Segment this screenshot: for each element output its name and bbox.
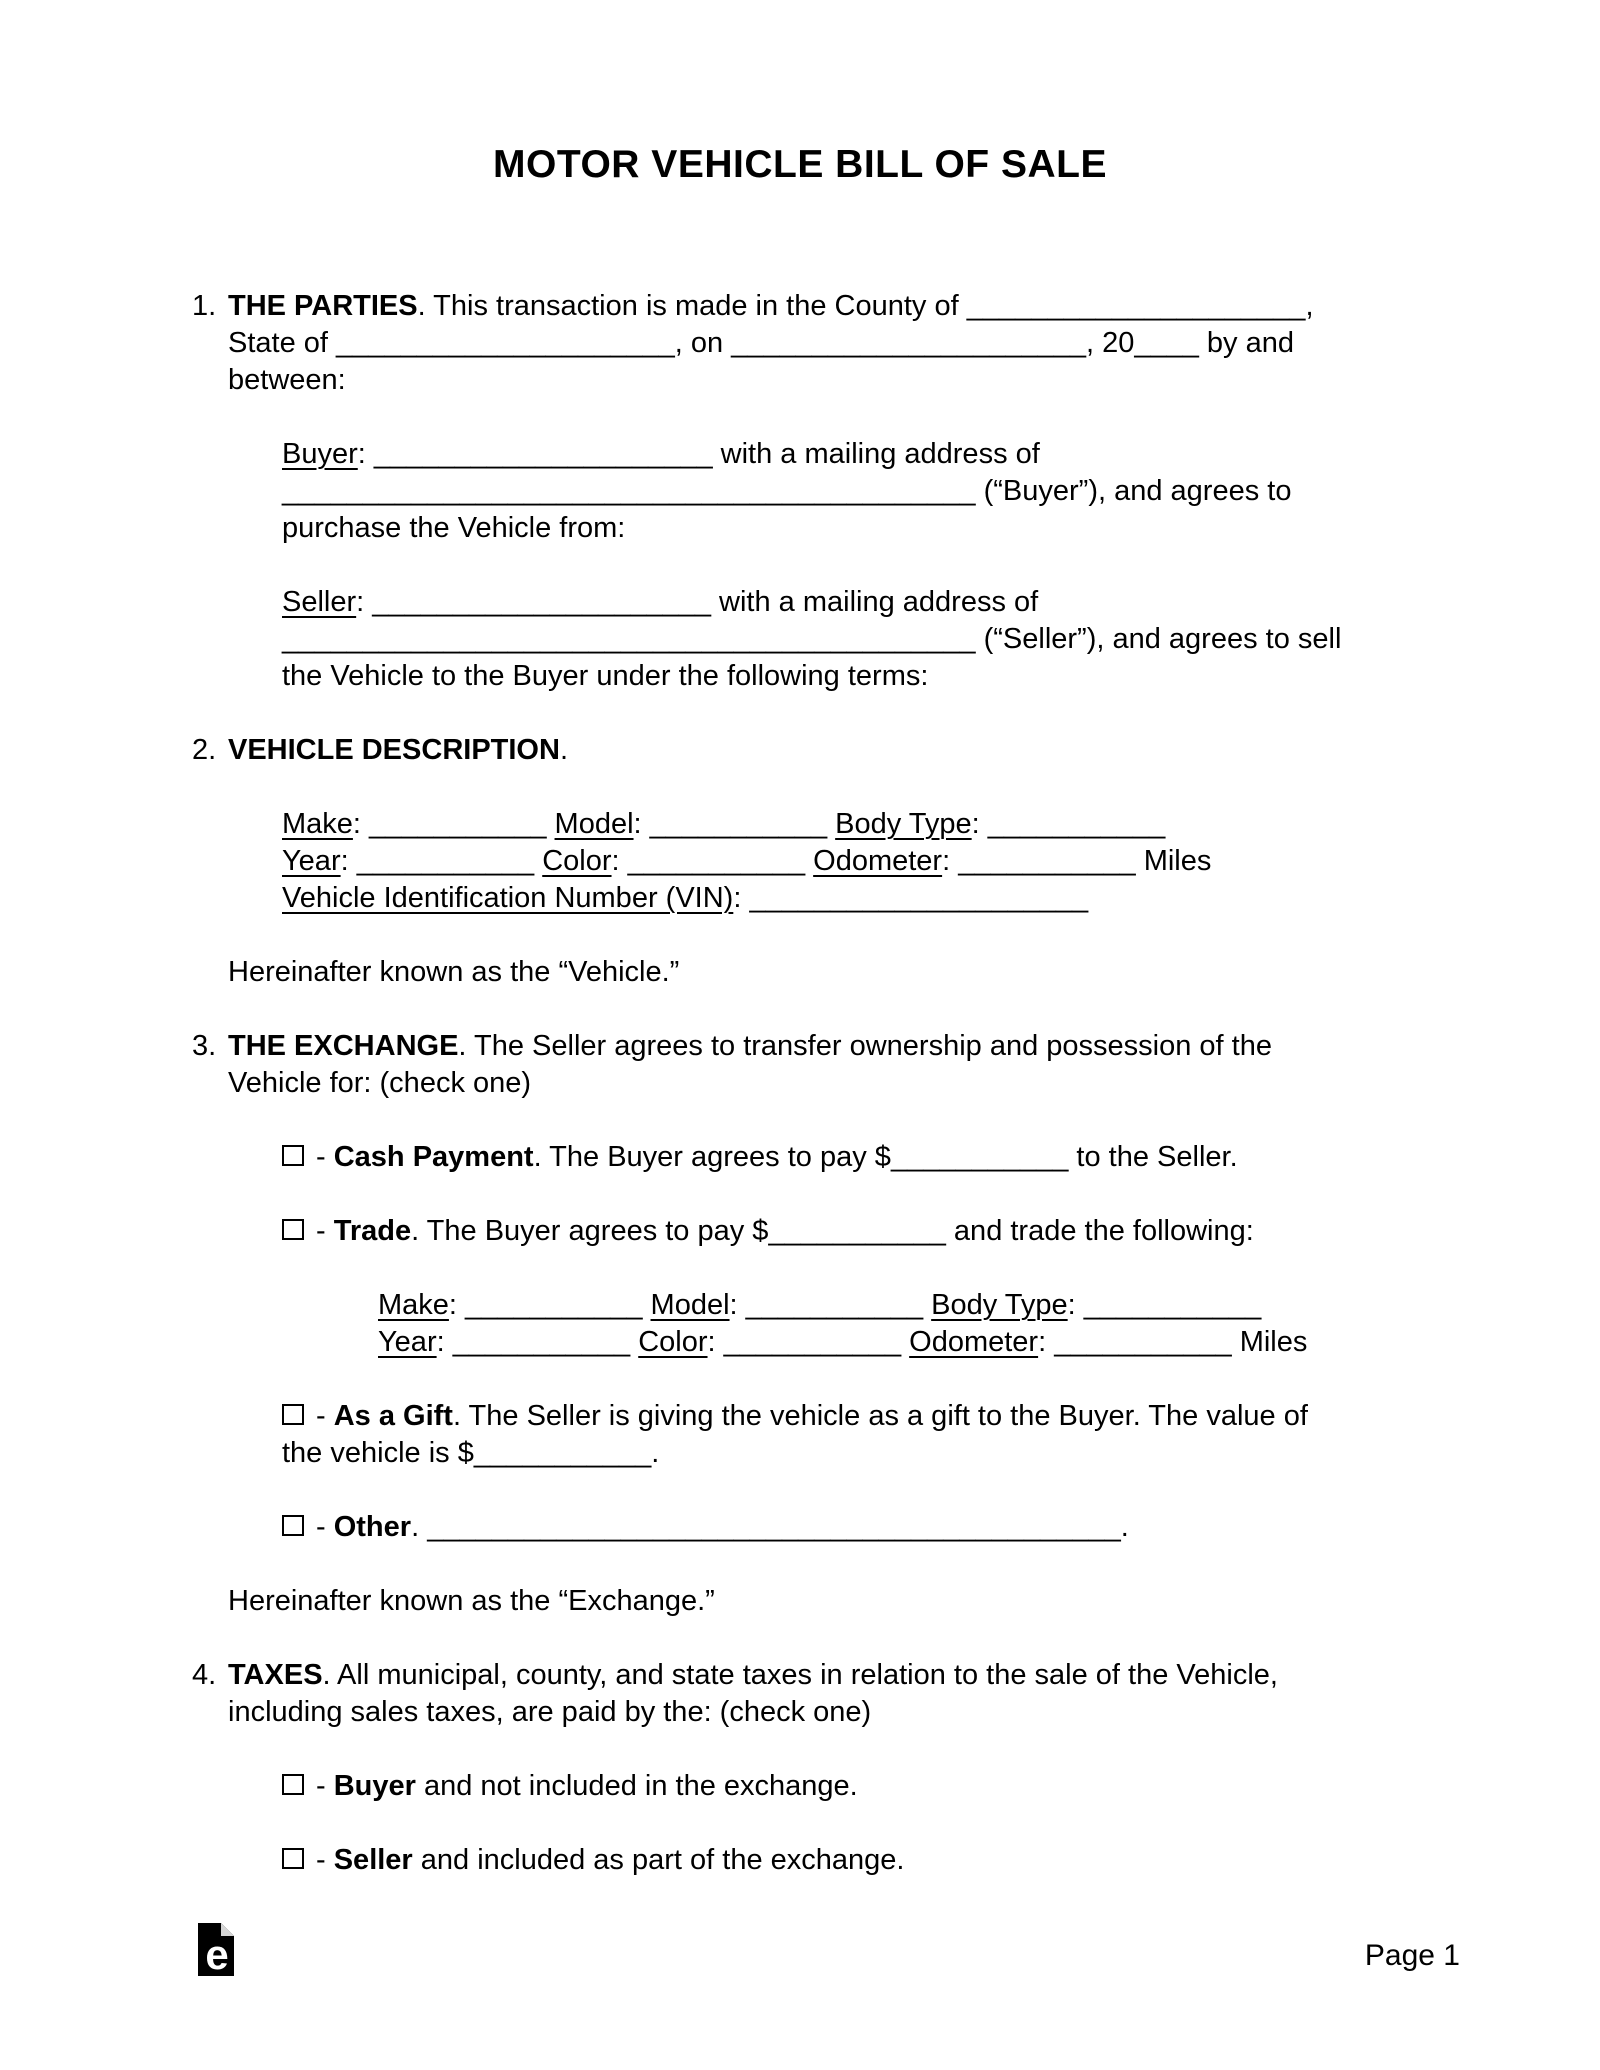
text-segment: . The Seller is giving the vehicle as a gift to the Buyer. The value of [452,1400,1308,1432]
text-segment: Model [650,1289,730,1321]
vehicle-description-fields-line-2 [282,843,1600,880]
option-other [0,1509,1600,1546]
blank-field: ___________ [627,845,806,877]
blank-field: ___________ [723,1326,902,1358]
option-taxes-buyer-line-1 [282,1768,1600,1805]
text-segment: . [411,1511,428,1543]
blank-field: ____ [1134,327,1199,359]
checkbox-taxes-buyer[interactable] [282,1774,304,1795]
text-segment: : [733,882,750,914]
text-segment: Vehicle for: (check one) [228,1067,532,1099]
text-segment: Body Type [931,1289,1068,1321]
checkbox-other[interactable] [282,1515,304,1536]
text-segment: . This transaction is made in the County of [417,290,967,322]
text-segment: - [316,1844,334,1876]
document-blocks [0,288,1600,1879]
text-segment: Miles [1135,845,1212,877]
vehicle-description-fields [0,806,1600,917]
text-segment: Other [333,1511,412,1543]
logo-letter: e [205,1931,229,1976]
vehicle-description-fields-line-1 [282,806,1600,843]
paragraph-buyer [0,436,1600,547]
option-taxes-seller [0,1842,1600,1879]
text-segment: : [352,808,370,840]
blank-field: ___________ [1083,1289,1262,1321]
hereinafter-vehicle-line-1 [228,954,1600,991]
section-2-vehicle-description [0,732,1600,769]
text-segment [923,1289,931,1321]
text-segment [827,808,835,840]
text-segment: Miles [1231,1326,1308,1358]
text-segment: by and [1198,327,1295,359]
text-segment [642,1289,650,1321]
section-1-parties-line-1 [192,288,1600,325]
text-segment: : [357,438,374,470]
option-trade [0,1213,1600,1250]
text-segment: . All municipal, county, and state taxes in relation to the sale of the Vehicle, [322,1659,1278,1691]
text-segment: THE PARTIES [228,290,418,322]
text-segment: 1. [192,290,217,322]
text-segment: : [633,808,650,840]
text-segment: purchase the Vehicle from: [282,512,626,544]
text-segment: Trade [333,1215,412,1247]
checkbox-cash-payment[interactable] [282,1145,304,1166]
text-segment: Body Type [835,808,972,840]
trade-vehicle-fields-line-1 [378,1287,1600,1324]
blank-field: _____________________ [966,290,1306,322]
blank-field: ___________ [452,1326,631,1358]
section-1-parties-line-2 [228,325,1600,362]
text-segment: THE EXCHANGE [228,1030,459,1062]
text-segment: Hereinafter known as the “Vehicle.” [228,956,680,988]
checkbox-as-a-gift[interactable] [282,1404,304,1425]
text-segment: including sales taxes, are paid by the: (check one) [228,1696,872,1728]
text-segment: Color [638,1326,708,1358]
text-segment: . The Buyer agrees to pay $ [411,1215,769,1247]
option-as-a-gift-line-1 [282,1398,1600,1435]
text-segment: (“Seller”), and agrees to sell [975,623,1342,655]
text-segment: Seller [282,586,357,618]
vehicle-description-fields-line-3 [282,880,1600,917]
text-segment: Model [554,808,634,840]
text-segment: : [729,1289,746,1321]
text-segment: - [316,1511,334,1543]
text-segment: - [316,1770,334,1802]
section-1-parties-line-3 [228,362,1600,399]
option-as-a-gift-line-2 [282,1435,1600,1472]
text-segment: and included as part of the exchange. [412,1844,905,1876]
option-cash-payment [0,1139,1600,1176]
text-segment [901,1326,909,1358]
option-trade-line-1 [282,1213,1600,1250]
text-segment: : [942,845,959,877]
option-as-a-gift [0,1398,1600,1472]
text-segment: the vehicle is $ [282,1437,474,1469]
paragraph-seller-line-1 [282,584,1600,621]
paragraph-buyer-line-2 [282,473,1600,510]
blank-field: ___________ [369,808,547,840]
text-segment: : [340,845,357,877]
text-segment: : [1038,1326,1055,1358]
hereinafter-vehicle [0,954,1600,991]
section-2-vehicle-description-line-1 [192,732,1600,769]
text-segment: . The Buyer agrees to pay $ [533,1141,891,1173]
text-segment [546,808,554,840]
text-segment: Make [378,1289,449,1321]
text-segment: . [1120,1511,1129,1543]
blank-field: _____________________ [749,882,1089,914]
text-segment: (“Buyer”), and agrees to [975,475,1292,507]
text-segment: Hereinafter known as the “Exchange.” [228,1585,715,1617]
hereinafter-exchange [0,1583,1600,1620]
blank-field: _____________________ [372,586,711,618]
blank-field: ______________________ [731,327,1086,359]
text-segment: - [316,1400,334,1432]
paragraph-seller [0,584,1600,695]
text-segment: and not included in the exchange. [415,1770,858,1802]
text-segment: 2. [192,734,217,766]
section-4-taxes [0,1657,1600,1731]
text-segment: Buyer [333,1770,416,1802]
trade-vehicle-fields [0,1287,1600,1361]
text-segment: VEHICLE DESCRIPTION [228,734,560,766]
text-segment: to the Seller. [1068,1141,1238,1173]
blank-field: ___________ [745,1289,924,1321]
blank-field: ___________ [987,808,1166,840]
text-segment: As a Gift [333,1400,453,1432]
paragraph-buyer-line-3 [282,510,1600,547]
text-segment: : [356,586,373,618]
text-segment: - [316,1141,334,1173]
text-segment: Make [282,808,353,840]
blank-field: ___________ [890,1141,1069,1173]
blank-field: ___________________________________________ [282,623,976,655]
text-segment: Odometer [813,845,943,877]
section-3-the-exchange [0,1028,1600,1102]
text-segment: Color [542,845,612,877]
option-cash-payment-line-1 [282,1139,1600,1176]
blank-field: ___________________________________________ [427,1511,1121,1543]
section-3-the-exchange-line-1 [192,1028,1600,1065]
paragraph-seller-line-2 [282,621,1600,658]
blank-field: ___________ [649,808,828,840]
paragraph-seller-line-3 [282,658,1600,695]
text-segment: , 20 [1085,327,1135,359]
text-segment: : [707,1326,724,1358]
option-taxes-seller-line-1 [282,1842,1600,1879]
text-segment: : [611,845,628,877]
text-segment: . [651,1437,660,1469]
text-segment: 3. [192,1030,217,1062]
text-segment: with a mailing address of [710,586,1039,618]
text-segment: : [436,1326,453,1358]
text-segment: State of [228,327,337,359]
blank-field: ___________________________________________ [282,475,976,507]
text-segment [534,845,542,877]
text-segment: . The Seller agrees to transfer ownership and possession of the [458,1030,1272,1062]
text-segment: Vehicle Identification Number (VIN) [282,882,734,914]
text-segment: , [1305,290,1314,322]
blank-field: ___________ [356,845,535,877]
text-segment: with a mailing address of [712,438,1040,470]
text-segment: Odometer [909,1326,1039,1358]
checkbox-taxes-seller[interactable] [282,1848,304,1869]
option-taxes-buyer [0,1768,1600,1805]
text-segment: and trade the following: [945,1215,1254,1247]
text-segment: - [316,1215,334,1247]
blank-field: _____________________ [373,438,713,470]
trade-vehicle-fields-line-2 [378,1324,1600,1361]
text-segment: TAXES [228,1659,323,1691]
text-segment [805,845,813,877]
blank-field: ___________ [473,1437,652,1469]
text-segment: , on [674,327,732,359]
page-number: Page 1 [1364,1939,1460,1972]
paragraph-buyer-line-1 [282,436,1600,473]
text-segment: the Vehicle to the Buyer under the following terms: [282,660,929,692]
text-segment: : [1067,1289,1084,1321]
text-segment: : [971,808,988,840]
section-4-taxes-line-1 [192,1657,1600,1694]
checkbox-trade[interactable] [282,1219,304,1240]
eforms-document-icon [198,1923,234,1976]
section-3-the-exchange-line-2 [228,1065,1600,1102]
text-segment: . [559,734,568,766]
blank-field: ___________ [768,1215,946,1247]
section-4-taxes-line-2 [228,1694,1600,1731]
text-segment: : [448,1289,466,1321]
text-segment: Year [282,845,341,877]
text-segment: Buyer [282,438,358,470]
blank-field: _____________________ [336,327,675,359]
blank-field: ___________ [958,845,1136,877]
blank-field: ___________ [1054,1326,1232,1358]
text-segment [630,1326,638,1358]
text-segment: Cash Payment [333,1141,534,1173]
text-segment: between: [228,364,346,396]
text-segment: Seller [333,1844,413,1876]
document-title: MOTOR VEHICLE BILL OF SALE [493,143,1107,186]
text-segment: Year [378,1326,437,1358]
option-other-line-1 [282,1509,1600,1546]
section-1-parties [0,288,1600,399]
blank-field: ___________ [465,1289,643,1321]
text-segment: 4. [192,1659,217,1691]
hereinafter-exchange-line-1 [228,1583,1600,1620]
